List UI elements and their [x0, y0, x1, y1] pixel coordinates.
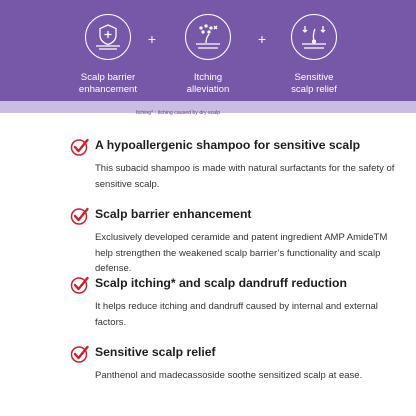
benefit-label: Sensitive scalp relief	[291, 72, 337, 95]
benefit-scalp-barrier	[60, 14, 156, 95]
check-icon	[70, 275, 90, 295]
shield-scalp-icon	[93, 22, 123, 52]
footnote-text: Itching* : Itching caused by dry scalp	[135, 110, 221, 116]
feature-title: A hypoallergenic shampoo for sensitive scalp	[95, 138, 361, 152]
feature-description: Panthenol and madecassoside soothe sensitized scalp at ease.	[95, 370, 363, 381]
feature-description: It helps reduce itching and dandruff caused by internal and external factors.	[95, 301, 378, 328]
feature-description: This subacid shampoo is made with natural surfactants for the safety of sensitive scalp.	[95, 163, 395, 190]
benefits-banner	[0, 0, 416, 116]
feature-title: Sensitive scalp relief	[95, 345, 216, 359]
itching-hair-icon	[193, 22, 223, 52]
check-icon	[70, 137, 90, 157]
benefit-icon-circle	[185, 14, 231, 60]
benefit-itching	[160, 14, 256, 95]
check-icon	[70, 206, 90, 226]
benefit-sensitive-scalp	[266, 14, 362, 95]
footnote-bar	[0, 101, 416, 116]
check-icon	[70, 344, 90, 364]
benefit-label: Itching alleviation	[186, 72, 230, 95]
feature-title: Scalp itching* and scalp dandruff reduction	[95, 276, 347, 290]
sensitive-scalp-icon	[299, 22, 329, 52]
plus-separator: +	[147, 31, 157, 47]
plus-separator: +	[257, 31, 267, 47]
benefit-label: Scalp barrier enhancement	[78, 72, 138, 95]
feature-title: Scalp barrier enhancement	[95, 207, 252, 221]
benefit-icon-circle	[291, 14, 337, 60]
feature-description: Exclusively developed ceramide and patent ingredient AMP AmideTM help strengthen the weakened scalp barrier’s functionality and scalp defense.	[95, 232, 388, 274]
benefit-icon-circle	[85, 14, 131, 60]
